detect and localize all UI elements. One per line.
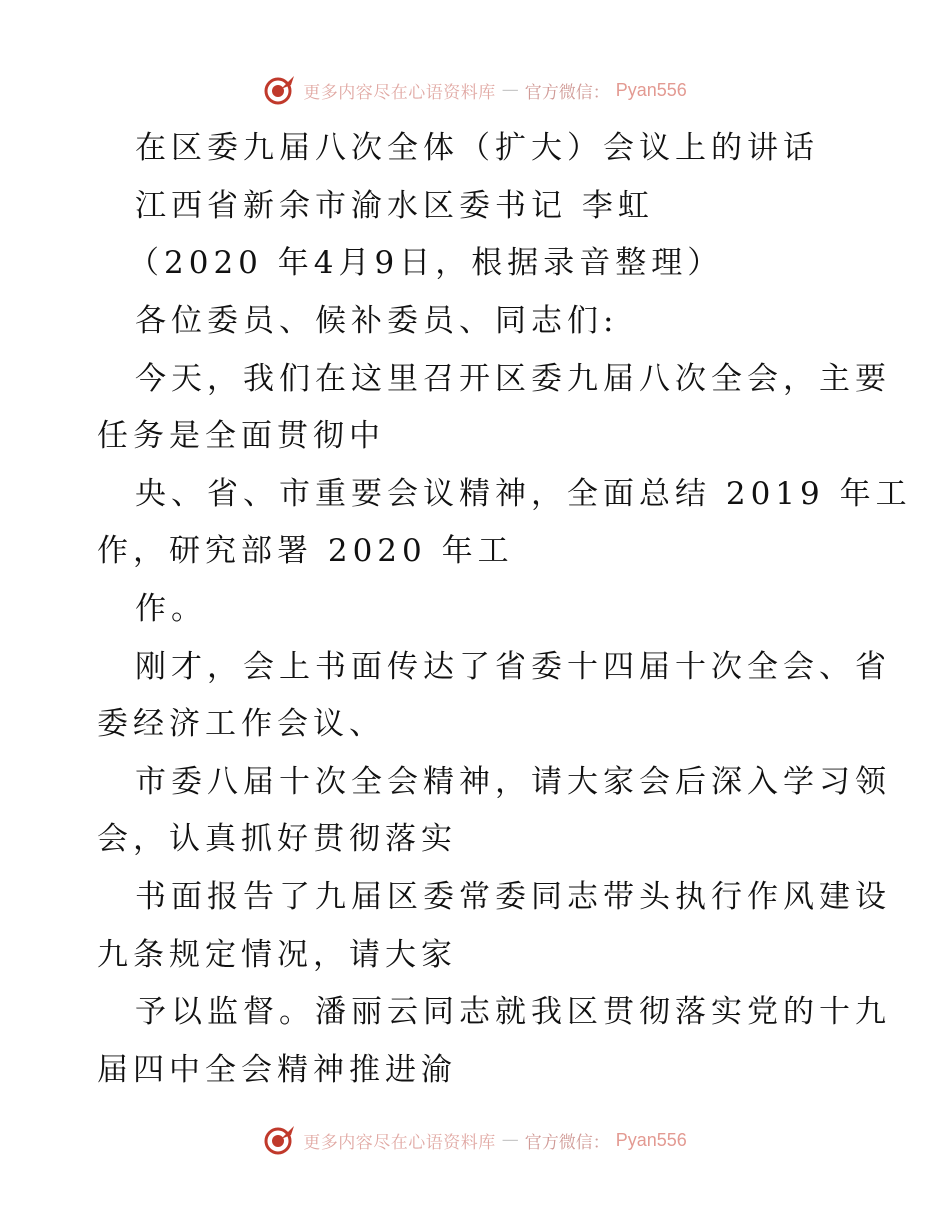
salutation: 各位委员、候补委员、同志们: <box>135 303 619 339</box>
speech-title: 在区委九届八次全体（扩大）会议上的讲话 <box>135 130 819 166</box>
paragraph-line: 委经济工作会议、 <box>97 706 385 742</box>
paragraph-line: 书面报告了九届区委常委同志带头执行作风建设 <box>135 879 891 915</box>
paragraph-line: 九条规定情况，请大家 <box>97 937 457 973</box>
paragraph-line: 央、省、市重要会议精神，全面总结 2019 年工 <box>135 476 912 512</box>
footer-watermark <box>0 1120 950 1160</box>
paragraph-line: 会，认真抓好贯彻落实 <box>97 821 457 857</box>
paragraph-line: 刚才，会上书面传达了省委十四届十次全会、省 <box>135 649 891 685</box>
watermark-official-label: 官方微信： <box>524 82 610 103</box>
watermark-wechat-id: Pyan556 <box>615 79 687 100</box>
watermark-wechat-id: Pyan556 <box>615 1129 687 1150</box>
quill-seal-icon <box>263 73 297 107</box>
watermark-official-label: 官方微信： <box>524 1132 610 1153</box>
paragraph-line: 届四中全会精神推进渝 <box>97 1052 457 1088</box>
speaker-line: 江西省新余市渝水区委书记 李虹 <box>135 188 654 224</box>
watermark-content <box>263 1123 687 1157</box>
paragraph-line: 市委八届十次全会精神，请大家会后深入学习领 <box>135 764 891 800</box>
quill-seal-icon <box>263 1123 297 1157</box>
header-watermark <box>0 70 950 110</box>
watermark-brand: 更多内容尽在心语资料库 <box>303 82 496 103</box>
paragraph-line: 作。 <box>135 591 207 627</box>
paragraph-line: 予以监督。潘丽云同志就我区贯彻落实党的十九 <box>135 994 891 1030</box>
watermark-separator: — <box>501 1130 519 1150</box>
paragraph-line: 今天，我们在这里召开区委九届八次全会，主要 <box>135 361 891 397</box>
watermark-brand: 更多内容尽在心语资料库 <box>303 1132 496 1153</box>
date-line: （2020 年4月9日，根据录音整理） <box>128 245 724 281</box>
paragraph-line: 任务是全面贯彻中 <box>97 418 385 454</box>
paragraph-line: 作，研究部署 2020 年工 <box>97 533 514 569</box>
watermark-separator: — <box>501 80 519 100</box>
watermark-content <box>263 73 687 107</box>
